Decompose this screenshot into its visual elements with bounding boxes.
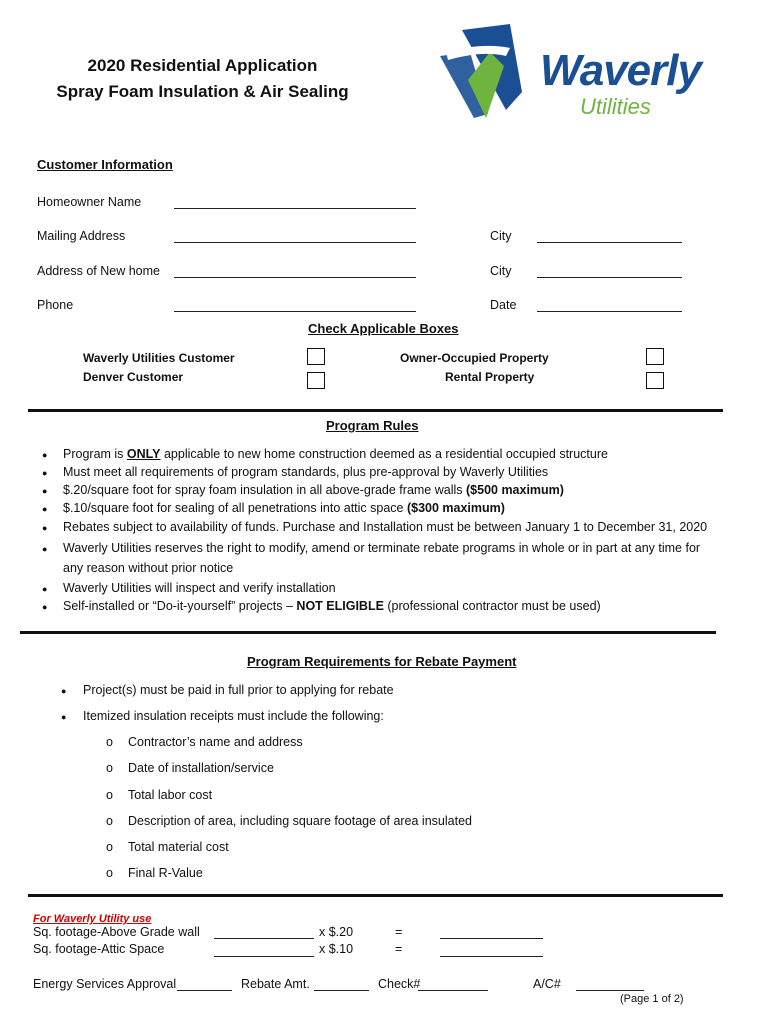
page-number: (Page 1 of 2) bbox=[620, 993, 684, 1005]
ac-field[interactable] bbox=[576, 990, 644, 991]
checks-heading: Check Applicable Boxes bbox=[308, 321, 459, 336]
list-item: Self-installed or “Do-it-yourself” projects – NOT ELIGIBLE (professional contractor must be used) bbox=[63, 599, 601, 613]
denver-customer-checkbox[interactable] bbox=[307, 372, 325, 389]
approval-label: Energy Services Approval bbox=[33, 977, 177, 991]
bullet-icon: ● bbox=[61, 686, 67, 696]
list-item: $.10/square foot for sealing of all penetrations into attic space ($300 maximum) bbox=[63, 501, 505, 515]
bullet-icon: ● bbox=[42, 584, 48, 594]
list-item: Itemized insulation receipts must include the following: bbox=[83, 709, 384, 723]
utility-use-heading: For Waverly Utility use bbox=[33, 913, 152, 925]
waverly-customer-label: Waverly Utilities Customer bbox=[83, 351, 235, 365]
bullet-icon: ● bbox=[42, 468, 48, 478]
bullet-icon: ● bbox=[42, 602, 48, 612]
list-item: Rebates subject to availability of funds. Purchase and Installation must be between January 1 to December 31, 2020 bbox=[63, 520, 708, 534]
list-item: $.20/square foot for spray foam insulation in all above-grade frame walls ($500 maximum) bbox=[63, 483, 564, 497]
above-grade-rate: x $.20 bbox=[319, 925, 354, 939]
sub-list-item: Total labor cost bbox=[128, 788, 213, 802]
homeowner-label: Homeowner Name bbox=[37, 195, 142, 209]
waverly-customer-checkbox[interactable] bbox=[307, 348, 325, 365]
bullet-icon: ● bbox=[42, 504, 48, 514]
check-field[interactable] bbox=[418, 990, 488, 991]
above-grade-total-field[interactable] bbox=[440, 938, 543, 939]
rental-checkbox[interactable] bbox=[646, 372, 664, 389]
rebate-label: Rebate Amt. bbox=[241, 977, 310, 991]
equals-sign: = bbox=[395, 942, 403, 956]
rebate-field[interactable] bbox=[314, 990, 369, 991]
check-label: Check# bbox=[378, 977, 421, 991]
ac-label: A/C# bbox=[533, 977, 561, 991]
approval-field[interactable] bbox=[177, 990, 232, 991]
newhome-label: Address of New home bbox=[37, 264, 160, 278]
bullet-icon: ● bbox=[42, 450, 48, 460]
circle-bullet-icon: o bbox=[106, 814, 113, 828]
phone-field[interactable] bbox=[174, 311, 416, 312]
waverly-logo bbox=[440, 22, 710, 122]
customer-heading: Customer Information bbox=[37, 157, 173, 172]
attic-rate: x $.10 bbox=[319, 942, 354, 956]
divider bbox=[20, 631, 716, 634]
date-label: Date bbox=[490, 298, 517, 312]
date-field[interactable] bbox=[537, 311, 682, 312]
sub-list-item: Description of area, including square footage of area insulated bbox=[128, 814, 472, 828]
circle-bullet-icon: o bbox=[106, 788, 113, 802]
page-subtitle: Spray Foam Insulation & Air Sealing bbox=[56, 82, 349, 101]
city-label: City bbox=[490, 229, 512, 243]
sub-list-item: Total material cost bbox=[128, 840, 229, 854]
mailing-field[interactable] bbox=[174, 242, 416, 243]
owner-occupied-checkbox[interactable] bbox=[646, 348, 664, 365]
bullet-icon: ● bbox=[61, 712, 67, 722]
attic-total-field[interactable] bbox=[440, 956, 543, 957]
sub-list-item: Contractor’s name and address bbox=[128, 735, 303, 749]
bullet-icon: ● bbox=[42, 486, 48, 496]
city2-label: City bbox=[490, 264, 512, 278]
list-item-continued: any reason without prior notice bbox=[63, 561, 234, 575]
mailing-label: Mailing Address bbox=[37, 229, 126, 243]
above-grade-field[interactable] bbox=[214, 938, 314, 939]
above-grade-label: Sq. footage-Above Grade wall bbox=[33, 925, 200, 939]
sub-list-item: Date of installation/service bbox=[128, 761, 274, 775]
logo-word: Waverly bbox=[540, 46, 701, 95]
list-item: Waverly Utilities will inspect and verify installation bbox=[63, 581, 336, 595]
bullet-icon: ● bbox=[42, 544, 48, 554]
circle-bullet-icon: o bbox=[106, 735, 113, 749]
page-title: 2020 Residential Application bbox=[87, 56, 318, 75]
divider bbox=[28, 894, 723, 897]
circle-bullet-icon: o bbox=[106, 840, 113, 854]
list-item: Program is ONLY applicable to new home construction deemed as a residential occupied structure bbox=[63, 447, 608, 461]
sub-list-item: Final R-Value bbox=[128, 866, 203, 880]
rules-heading: Program Rules bbox=[326, 418, 419, 433]
divider bbox=[28, 409, 723, 412]
equals-sign: = bbox=[395, 925, 403, 939]
logo-sub: Utilities bbox=[580, 94, 651, 119]
circle-bullet-icon: o bbox=[106, 761, 113, 775]
circle-bullet-icon: o bbox=[106, 866, 113, 880]
attic-field[interactable] bbox=[214, 956, 314, 957]
newhome-field[interactable] bbox=[174, 277, 416, 278]
homeowner-field[interactable] bbox=[174, 208, 416, 209]
attic-label: Sq. footage-Attic Space bbox=[33, 942, 165, 956]
phone-label: Phone bbox=[37, 298, 74, 312]
rental-label: Rental Property bbox=[445, 370, 535, 384]
owner-occupied-label: Owner-Occupied Property bbox=[400, 351, 549, 365]
city-field[interactable] bbox=[537, 242, 682, 243]
bullet-icon: ● bbox=[42, 523, 48, 533]
list-item: Waverly Utilities reserves the right to modify, amend or terminate rebate programs in whole or in part at any time for bbox=[63, 541, 701, 555]
list-item: Must meet all requirements of program standards, plus pre-approval by Waverly Utilities bbox=[63, 465, 549, 479]
list-item: Project(s) must be paid in full prior to applying for rebate bbox=[83, 683, 394, 697]
denver-customer-label: Denver Customer bbox=[83, 370, 184, 384]
requirements-heading: Program Requirements for Rebate Payment bbox=[247, 654, 517, 669]
city2-field[interactable] bbox=[537, 277, 682, 278]
